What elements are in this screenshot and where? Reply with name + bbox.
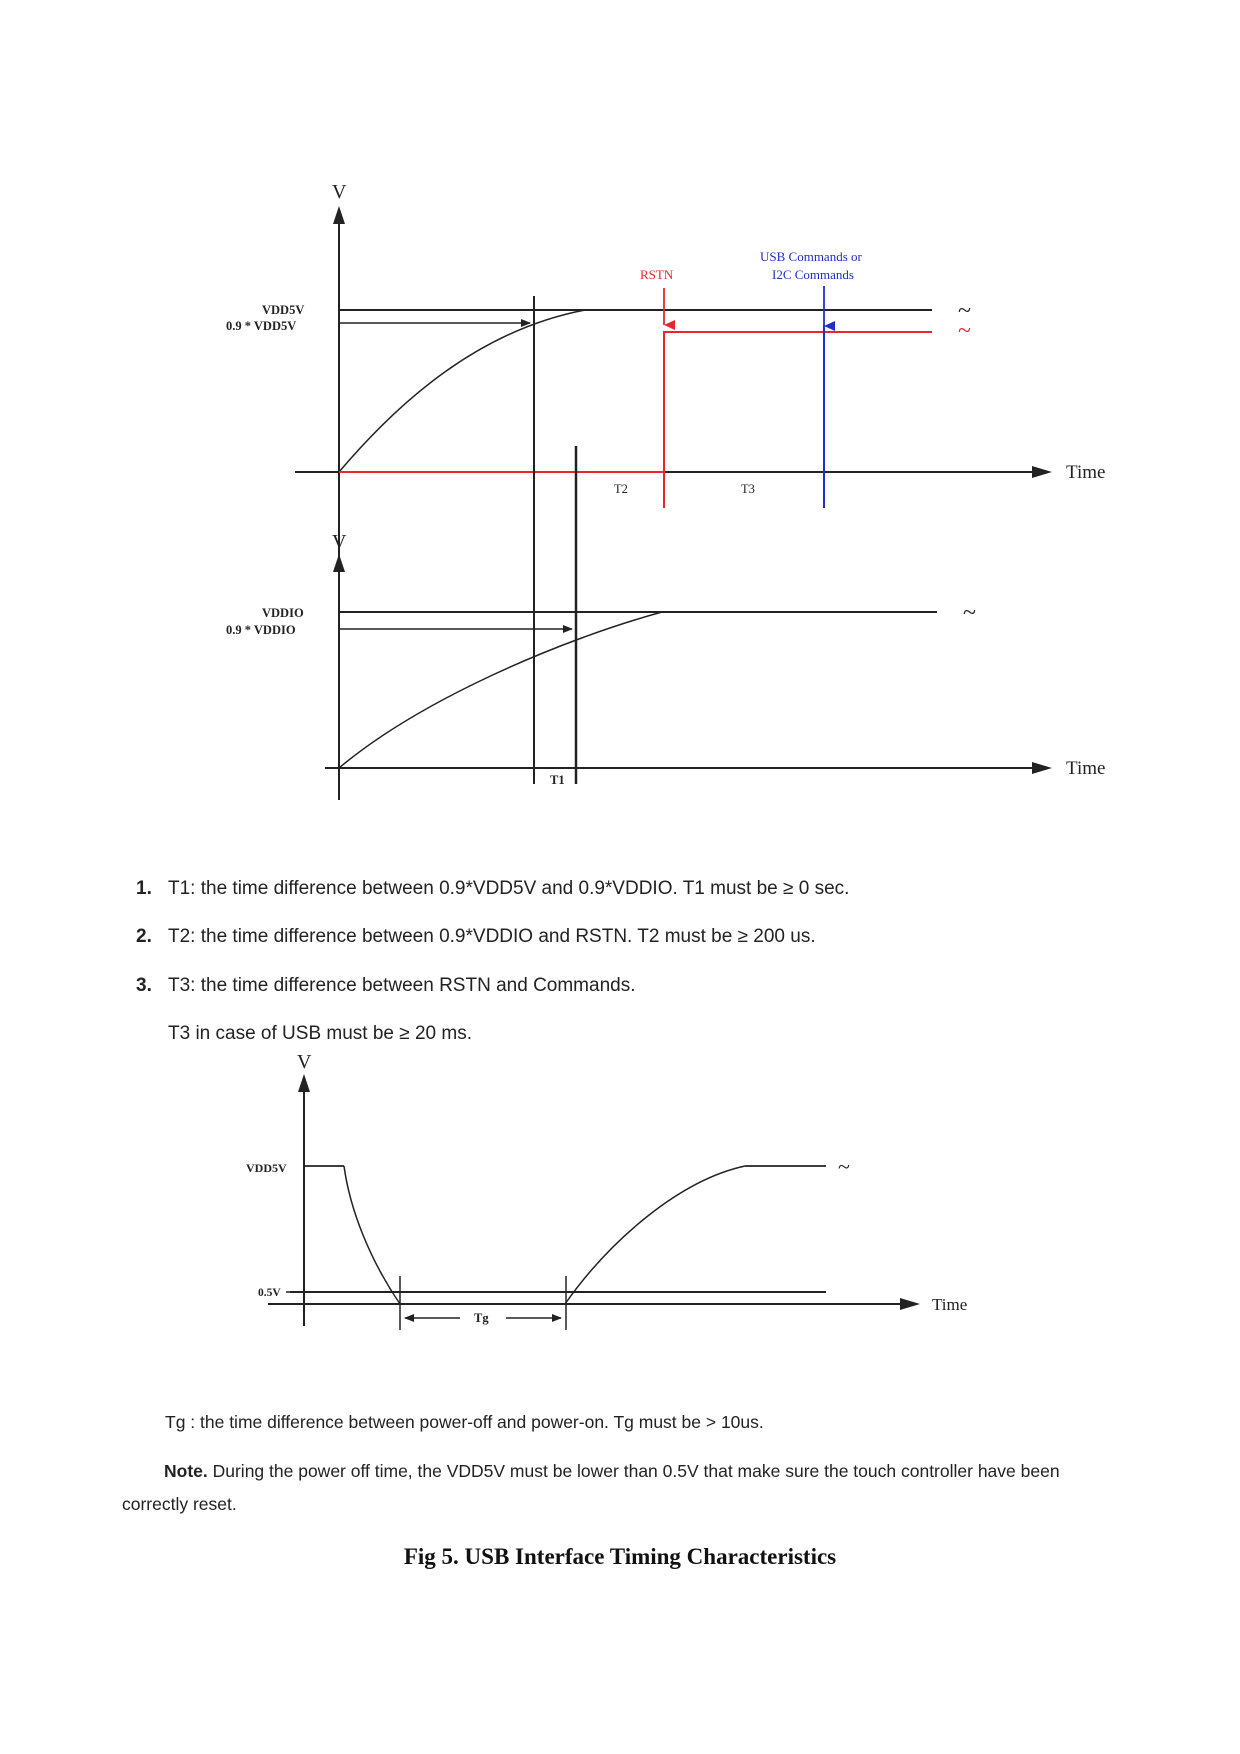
d1-vdd5v-curve (339, 310, 585, 472)
d1-tilde-red: ~ (958, 318, 971, 344)
d3-y-axis-arrow (298, 1074, 310, 1092)
d1-time-label: Time (1066, 462, 1106, 483)
note-item-3 (136, 975, 636, 997)
d3-fall-curve (344, 1166, 400, 1304)
d3-05v-label: 0.5V (258, 1287, 281, 1299)
d2-x-axis-arrow (1032, 762, 1052, 774)
d2-t1-label: T1 (550, 773, 565, 787)
note-item-3b: T3 in case of USB must be ≥ 20 ms. (168, 1023, 472, 1044)
note-item-3-num: 3. (136, 975, 152, 996)
d2-vddio-curve (339, 612, 662, 768)
reset-note-bold: Note. (164, 1461, 208, 1481)
d1-rstn-label: RSTN (640, 267, 674, 282)
d1-commands-label-1: USB Commands or (760, 249, 862, 264)
d3-x-axis-arrow (900, 1298, 920, 1310)
d1-commands-label-2: I2C Commands (772, 267, 854, 282)
figure-caption: Fig 5. USB Interface Timing Characteristics (403, 1544, 837, 1569)
note-item-1-num: 1. (136, 878, 152, 899)
d2-time-label: Time (1066, 758, 1106, 779)
note-item-2-num: 2. (136, 926, 152, 947)
note-item-1-text: T1: the time difference between 0.9*VDD5V and 0.9*VDDIO. T1 must be ≥ 0 sec. (168, 878, 850, 899)
d1-y-axis-arrow (333, 206, 345, 224)
d2-v-label: V (332, 531, 347, 553)
d1-x-axis-arrow (1032, 466, 1052, 478)
d1-t3-label: T3 (741, 482, 755, 496)
d2-vddio-09-label: 0.9 * VDDIO (226, 623, 296, 637)
d3-tg-label: Tg (474, 1311, 489, 1325)
d1-rstn-step (664, 332, 932, 508)
d3-time-label: Time (932, 1295, 968, 1314)
d3-rise-curve (565, 1166, 745, 1304)
d2-vddio-label: VDDIO (262, 606, 304, 620)
reset-note (122, 1455, 1112, 1521)
tg-description: Tg : the time difference between power-off and power-on. Tg must be > 10us. (165, 1412, 764, 1432)
d3-v-label: V (297, 1051, 312, 1073)
reset-note-text: During the power off time, the VDD5V must be lower than 0.5V that make sure the touch controller have been correctly reset. (122, 1461, 1060, 1514)
d1-v-label: V (332, 181, 347, 203)
diagram-vddio (226, 531, 1105, 796)
note-item-2-text: T2: the time difference between 0.9*VDDIO and RSTN. T2 must be ≥ 200 us. (168, 926, 816, 947)
note-item-3-text: T3: the time difference between RSTN and Commands. (168, 975, 636, 996)
d1-t2-label: T2 (614, 482, 628, 496)
d2-y-axis-arrow (333, 554, 345, 572)
diagram-vdd5v (226, 181, 1105, 800)
d1-tilde-black: ~ (958, 298, 971, 324)
d3-vdd5v-label: VDD5V (246, 1161, 287, 1175)
diagram-power-cycle (246, 1051, 967, 1330)
d1-vdd5v-label: VDD5V (262, 303, 305, 317)
d3-tilde: ~ (838, 1154, 850, 1179)
d2-tilde: ~ (963, 600, 976, 626)
note-item-2 (136, 926, 816, 948)
d1-vdd5v-09-label: 0.9 * VDD5V (226, 319, 297, 333)
note-item-1 (136, 878, 849, 900)
